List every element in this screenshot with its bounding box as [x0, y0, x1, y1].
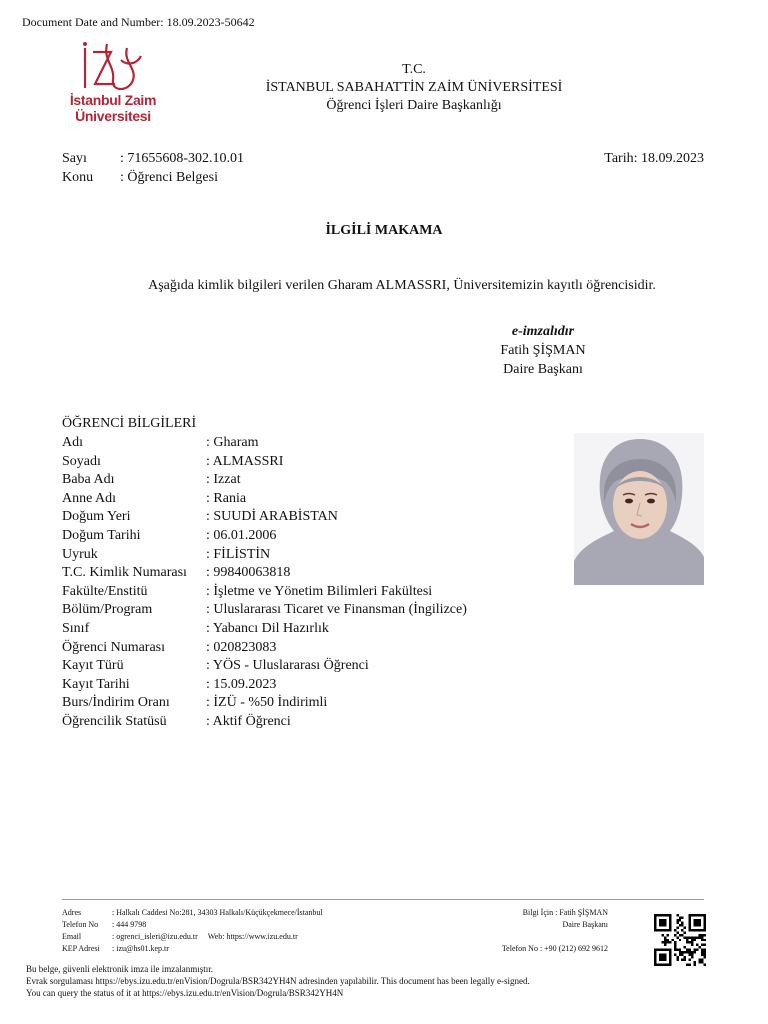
info-row	[62, 434, 467, 453]
info-value: : Rania	[206, 490, 247, 506]
note-line-2: Evrak sorgulaması https://ebys.izu.edu.tr/enVision/Dogrula/BSR342YH4N adresinden yapılabilir. This document has been legally e-signed.	[26, 976, 530, 986]
qr-code-icon	[654, 914, 706, 966]
bilgi-icin: Bilgi İçin : Fatih ŞİŞMAN	[522, 908, 608, 917]
inst-line-university: İSTANBUL SABAHATTİN ZAİM ÜNİVERSİTESİ	[265, 80, 563, 95]
note-line-1: Bu belge, güvenli elektronik imza ile imzalanmıştır.	[26, 964, 213, 974]
konu-label: Konu	[62, 170, 94, 185]
sayi-label: Sayı	[62, 151, 87, 166]
info-value: : İşletme ve Yönetim Bilimleri Fakültesi	[206, 583, 433, 599]
document-date-number: Document Date and Number: 18.09.2023-50642	[22, 15, 255, 29]
info-row	[62, 453, 467, 472]
info-row	[62, 694, 467, 713]
info-row	[62, 676, 467, 695]
info-label: Baba Adı	[62, 472, 115, 488]
info-label: Soyadı	[62, 453, 101, 469]
info-label: T.C. Kimlik Numarası	[62, 565, 187, 581]
info-value: : Izzat	[206, 472, 241, 488]
student-info-section	[62, 416, 467, 732]
logo-text-line2: Üniversitesi	[75, 108, 151, 124]
info-value: : 020823083	[206, 639, 277, 655]
info-row	[62, 490, 467, 509]
student-photo	[574, 433, 704, 585]
footer-contact-person	[440, 907, 608, 955]
info-label: Bölüm/Program	[62, 602, 153, 618]
konu-value: : Öğrenci Belgesi	[120, 170, 218, 185]
info-row	[62, 564, 467, 583]
info-label: Doğum Tarihi	[62, 527, 141, 543]
info-value: : YÖS - Uluslararası Öğrenci	[206, 658, 369, 674]
info-value: : Uluslararası Ticaret ve Finansman (İngilizce)	[206, 602, 467, 618]
info-row	[62, 639, 467, 658]
info-value: : FİLİSTİN	[206, 546, 271, 562]
info-row	[62, 620, 467, 639]
info-label: Anne Adı	[62, 490, 117, 506]
footer-divider	[62, 899, 704, 900]
izu-monogram-icon	[63, 40, 163, 96]
info-label: Kayıt Türü	[62, 658, 124, 674]
info-label: Sınıf	[62, 620, 90, 636]
university-logo	[63, 40, 163, 126]
signature-notes	[26, 963, 530, 999]
signatory-name: Fatih ŞİŞMAN	[500, 343, 586, 358]
info-value: : Gharam	[206, 435, 259, 450]
inst-line-department: Öğrenci İşleri Daire Başkanlığı	[326, 98, 502, 113]
info-row	[62, 471, 467, 490]
inst-line-tc: T.C.	[402, 62, 426, 77]
info-label: Uyruk	[62, 546, 98, 562]
web-link[interactable]: Web: https://www.izu.edu.tr	[207, 932, 298, 941]
info-value: : Yabancı Dil Hazırlık	[206, 620, 329, 636]
note-line-3: You can query the status of it at https://ebys.izu.edu.tr/enVision/Dogrula/BSR342YH4N	[26, 988, 344, 998]
info-label: Öğrenci Numarası	[62, 639, 166, 655]
info-row	[62, 546, 467, 565]
info-row	[62, 583, 467, 602]
info-value: : İZÜ - %50 İndirimli	[206, 695, 328, 711]
info-label: Fakülte/Enstitü	[62, 583, 148, 599]
info-value: : Aktif Öğrenci	[206, 713, 291, 729]
info-value: : 99840063818	[206, 565, 291, 581]
kep-value: : izu@hs01.kep.tr	[112, 944, 169, 953]
signature-block	[478, 322, 608, 379]
info-label: Kayıt Tarihi	[62, 676, 130, 692]
info-value: : SUUDİ ARABİSTAN	[206, 509, 338, 525]
info-label: Burs/İndirim Oranı	[62, 695, 170, 711]
telefon-value: : 444 9798	[112, 920, 147, 929]
info-label: Adı	[62, 435, 83, 450]
info-value: : 15.09.2023	[206, 676, 277, 692]
info-row	[62, 657, 467, 676]
adres-label: Adres	[62, 908, 82, 917]
info-label: Doğum Yeri	[62, 509, 131, 525]
certificate-statement: Aşağıda kimlik bilgileri verilen Gharam ALMASSRI, Üniversitemizin kayıtlı öğrencisidir.	[148, 278, 656, 293]
info-row	[62, 601, 467, 620]
addressee-heading: İLGİLİ MAKAMA	[325, 223, 443, 238]
email-label: Email	[62, 932, 82, 941]
sayi-value: : 71655608-302.10.01	[120, 151, 245, 166]
email-value: : ogrenci_isleri@izu.edu.tr	[112, 932, 198, 941]
info-row	[62, 527, 467, 546]
e-signed-note: e-imzalıdır	[511, 324, 575, 339]
tarih-date: Tarih: 18.09.2023	[604, 151, 704, 166]
info-row	[62, 508, 467, 527]
kep-label: KEP Adresi	[62, 944, 100, 953]
info-value: : 06.01.2006	[206, 527, 277, 543]
student-info-title: ÖĞRENCİ BİLGİLERİ	[62, 416, 197, 431]
institution-header	[180, 61, 648, 115]
info-value: : ALMASSRI	[206, 453, 284, 469]
telefon-label: Telefon No	[62, 920, 99, 929]
footer-contact	[62, 907, 323, 955]
info-label: Öğrencilik Statüsü	[62, 713, 167, 729]
bilgi-title: Daire Başkanı	[562, 920, 608, 929]
signatory-title: Daire Başkanı	[503, 362, 583, 377]
logo-text-line1: İstanbul Zaim	[69, 92, 157, 108]
adres-value: : Halkalı Caddesi No:281, 34303 Halkalı/Küçükçekmece/İstanbul	[112, 908, 323, 917]
info-row	[62, 713, 467, 732]
bilgi-telefon: Telefon No : +90 (212) 692 9612	[501, 944, 608, 953]
